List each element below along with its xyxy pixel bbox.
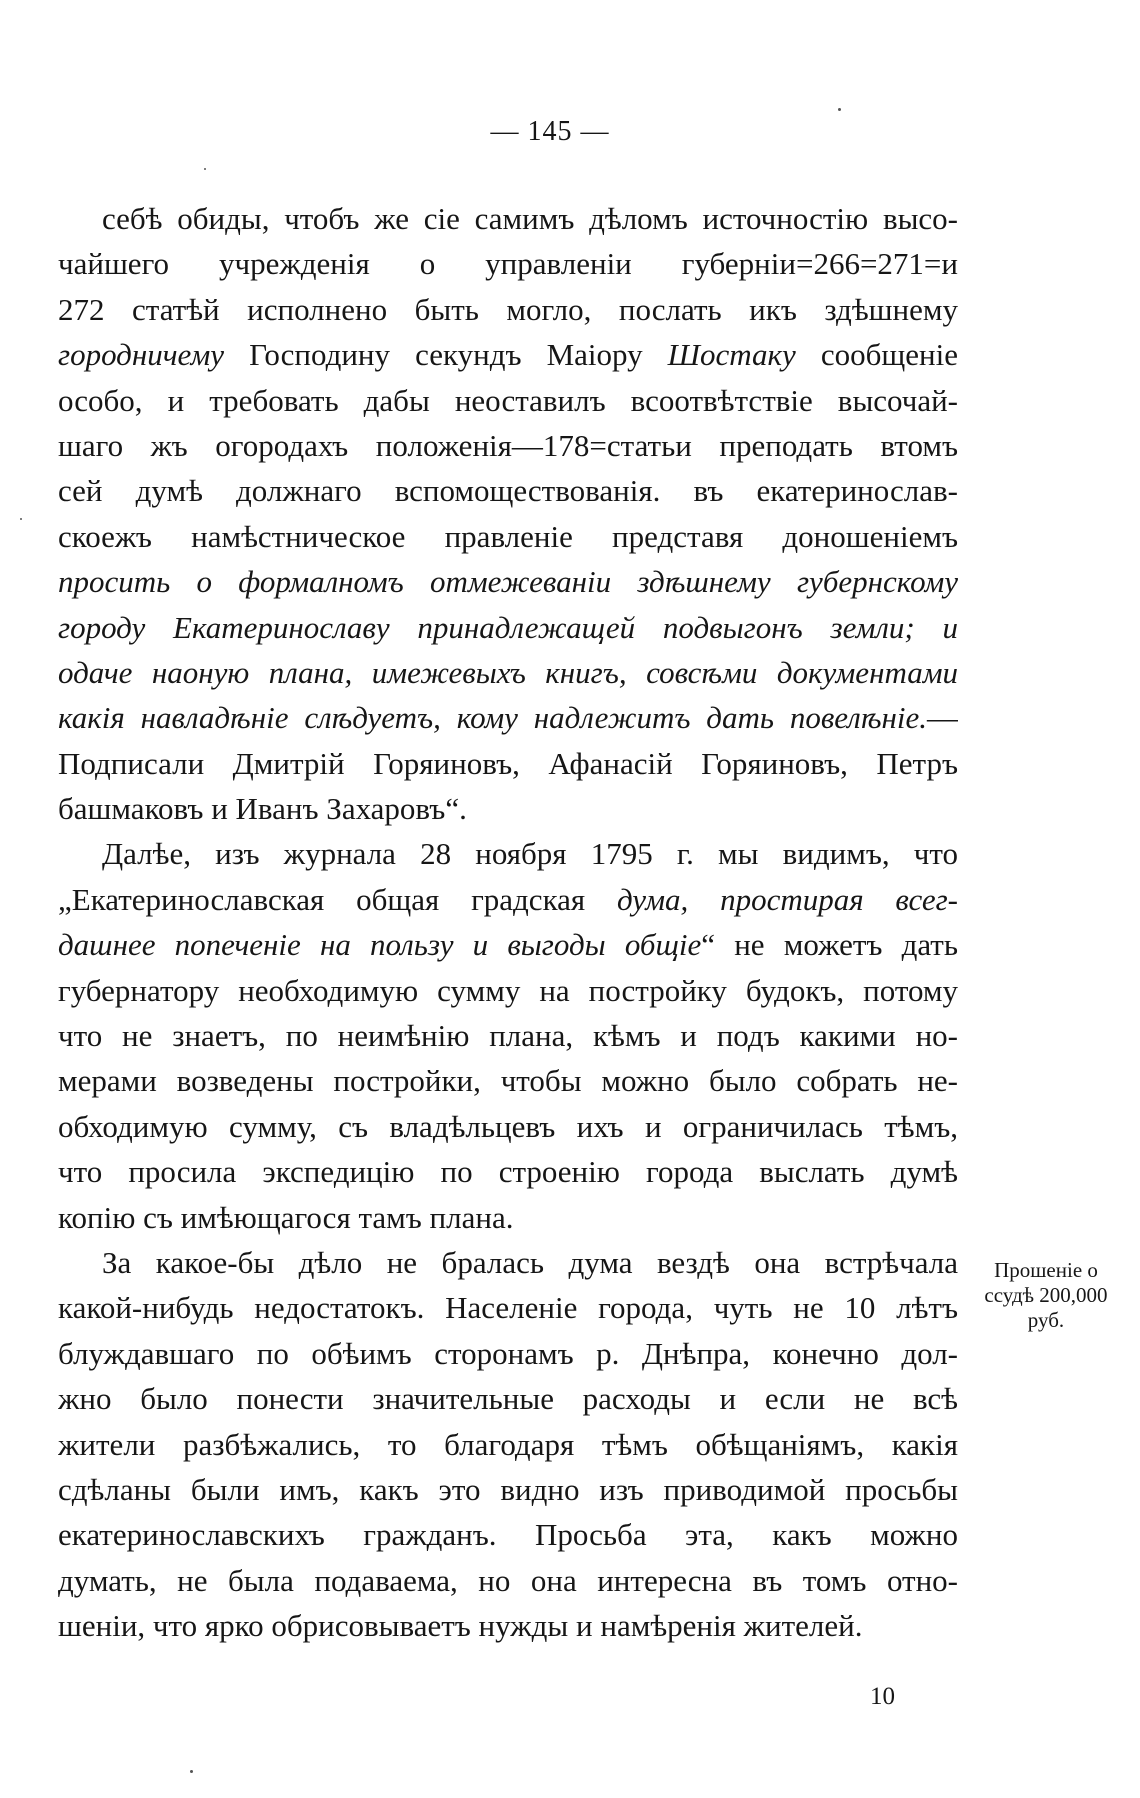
text-line (58, 650, 958, 695)
text-segment: скоежъ намѣстническое правленіе представя доношеніемъ (58, 518, 958, 554)
text-line (58, 1512, 958, 1557)
text-segment: что не знаетъ, по неимѣнію плана, кѣмъ и подъ какими но- (58, 1018, 958, 1054)
text-line (58, 1013, 958, 1058)
text-line (58, 741, 958, 786)
text-line (58, 1285, 958, 1330)
text-segment: “ не можетъ дать (701, 927, 958, 963)
text-segment: Далѣе, изъ журнала 28 ноября 1795 г. мы видимъ, что (102, 836, 958, 872)
text-line (58, 332, 958, 377)
text-line (58, 1240, 958, 1285)
text-segment: Господину секундъ Маіору (224, 337, 668, 373)
text-line (58, 1603, 958, 1648)
text-line (58, 1558, 958, 1603)
text-segment: башмаковъ и Иванъ Захаровъ“. (58, 791, 467, 827)
italic-text: дума, простирая всег- (616, 881, 958, 917)
text-line (58, 287, 958, 332)
italic-text: дашнее попеченіе на пользу и выгоды общіе (58, 927, 702, 963)
text-segment: За какое-бы дѣло не бралась дума вездѣ она встрѣчала (102, 1244, 958, 1280)
text-line (58, 559, 958, 604)
text-line (58, 378, 958, 423)
text-line (58, 1331, 958, 1376)
text-segment: копію съ имѣющагося тамъ плана. (58, 1199, 514, 1235)
italic-text: Шостаку (667, 337, 796, 373)
italic-text: городу Екатеринославу принадлежащей подвыгонъ земли; и (58, 609, 958, 645)
text-segment: себѣ обиды, чтобъ же сіе самимъ дѣломъ источностію высо- (102, 201, 958, 236)
text-line (58, 968, 958, 1013)
paragraph-3 (58, 1240, 958, 1649)
text-line (58, 196, 958, 241)
text-segment: сообщеніе (795, 337, 958, 373)
print-speck (838, 108, 841, 111)
paragraph-1 (58, 196, 958, 831)
page-number: — 145 — (490, 116, 610, 147)
italic-text: просить о формалномъ отмежеваніи здѣшнему губернскому (58, 564, 958, 600)
margin-note-line: ссудѣ 200,000 (984, 1283, 1108, 1307)
text-line (58, 1376, 958, 1421)
text-segment: блуждавшаго по обѣимъ сторонамъ р. Днѣпра, конечно дол- (58, 1335, 958, 1371)
text-line (58, 1149, 958, 1194)
italic-text: одаче наоную плана, имежевыхъ книгъ, совсѣми документами (58, 654, 958, 690)
text-line (58, 786, 958, 831)
text-line (58, 1058, 958, 1103)
body-text (58, 196, 958, 1649)
text-line (58, 1104, 958, 1149)
italic-text: какія навладѣніе слѣдуетъ, кому надлежитъ дать повелѣніе. (58, 700, 927, 736)
print-speck (190, 1770, 193, 1773)
print-speck (204, 168, 206, 170)
text-segment: жители разбѣжались, то благодаря тѣмъ обѣщаніямъ, какія (58, 1426, 958, 1462)
text-segment: жно было понести значительные расходы и если не всѣ (58, 1381, 958, 1417)
print-speck (20, 518, 22, 520)
text-segment: думать, не была подаваема, но она интересна въ томъ отно- (58, 1562, 958, 1598)
text-line (58, 1195, 958, 1240)
text-line (58, 514, 958, 559)
text-segment: 272 статѣй исполнено быть могло, послать икъ здѣшнему (58, 291, 958, 327)
text-segment: Подписали Дмитрій Горяиновъ, Афанасій Горяиновъ, Петръ (58, 745, 958, 781)
text-segment: чайшего учрежденія о управленіи губерніи=266=271=и (58, 246, 958, 282)
text-segment: какой-нибудь недостатокъ. Населеніе города, чуть не 10 лѣтъ (58, 1290, 958, 1326)
text-line (58, 695, 958, 740)
text-segment: особо, и требовать дабы неоставилъ всоотвѣтствіе высочай- (58, 382, 958, 418)
text-segment: шеніи, что ярко обрисовываетъ нужды и намѣренія жителей. (58, 1608, 863, 1644)
text-segment: обходимую сумму, съ владѣльцевъ ихъ и ограничилась тѣмъ, (58, 1108, 958, 1144)
text-segment: сдѣланы были имъ, какъ это видно изъ приводимой просьбы (58, 1471, 958, 1507)
text-segment: что просила экспедицію по строенію города выслать думѣ (58, 1154, 958, 1190)
text-line (58, 922, 958, 967)
text-line (58, 831, 958, 876)
text-segment: шаго жъ огородахъ положенія—178=статьи преподать втомъ (58, 427, 958, 463)
text-line (58, 605, 958, 650)
text-segment: губернатору необходимую сумму на постройку будокъ, потому (58, 972, 958, 1008)
text-segment: мерами возведены постройки, чтобы можно было собрать не- (58, 1063, 958, 1099)
margin-note-line: Прошеніе о (994, 1258, 1098, 1282)
text-line (58, 468, 958, 513)
text-segment: „Екатеринославская общая градская (58, 881, 617, 917)
text-line (58, 241, 958, 286)
paragraph-2 (58, 831, 958, 1240)
text-line (58, 1422, 958, 1467)
italic-text: городничему (58, 337, 225, 373)
text-line (58, 877, 958, 922)
text-line (58, 423, 958, 468)
text-line (58, 1467, 958, 1512)
margin-note-line: руб. (1027, 1308, 1065, 1332)
text-segment: — (927, 700, 958, 736)
margin-note (966, 1258, 1126, 1333)
text-segment: екатеринославскихъ гражданъ. Просьба эта, какъ можно (58, 1517, 958, 1553)
signature-mark: 10 (870, 1683, 895, 1710)
text-segment: сей думѣ должнаго вспомоществованія. въ екатеринослав- (58, 473, 958, 509)
